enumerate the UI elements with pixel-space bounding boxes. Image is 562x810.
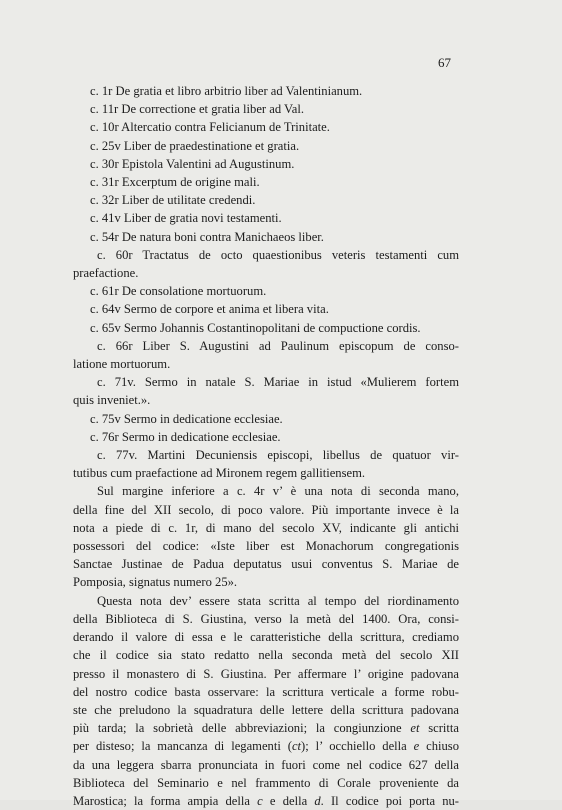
text-segment: . Il codice poi porta nu- [320,793,460,808]
text-line: Questa nota dev’ essere stata scritta al tempo del riordinamento [97,593,459,608]
list-item-line: c. 30r Epistola Valentini ad Augustinum. [90,156,295,171]
text-segment: Marostica; la forma ampia della [73,793,258,808]
text-line: ste che preludono la squadratura delle lettere della scrittura padovana [73,702,459,717]
body-text [73,82,459,810]
text-segment: scritta [419,721,459,736]
list-item-line: c. 66r Liber S. Augustini ad Paulinum episcopum de conso- [97,338,459,353]
list-item [73,209,459,227]
text-line [73,792,459,810]
list-item [73,137,459,155]
text-line: possessori del codice: «Iste liber est Monachorum congregationis [73,539,459,554]
list-item [73,282,459,300]
italic-word: d [314,793,321,808]
text-line: presso il monastero di S. Giustina. Per affermare l’ origine padovana [73,666,459,681]
list-item [73,319,459,337]
list-item [73,300,459,318]
text-line [73,737,459,755]
list-item [73,100,459,118]
text-line: Sul margine inferiore a c. 4r v’ è una nota di seconda mano, [97,484,459,499]
text-line: che il codice sia stato redatto nella seconda metà del secolo XII [73,648,459,663]
list-item [73,118,459,136]
list-item-line: c. 65v Sermo Johannis Costantinopolitani de compuctione cordis. [90,320,421,335]
list-item [73,155,459,173]
text-line [73,719,459,737]
text-line: della Biblioteca di S. Giustina, verso la metà del 1400. Ora, consi- [73,611,459,626]
paragraph-origin-analysis [73,592,459,810]
text-segment: e della [262,793,315,808]
list-item [73,173,459,191]
list-item [73,410,459,428]
list-item [73,228,459,246]
list-item-line: c. 41v Liber de gratia novi testamenti. [90,211,282,226]
list-item-line: c. 25v Liber de praedestinatione et gratia. [90,138,300,153]
list-item-line: c. 10r Altercatio contra Felicianum de Trinitate. [90,120,330,135]
text-line: derando il valore di essa e le caratteristiche della scrittura, crediamo [73,630,459,645]
text-line: del nostro codice basta osservare: la scrittura verticale a forme robu- [73,684,459,699]
italic-word: et [410,721,420,736]
text-line: Sanctae Justinae de Padua deputatus usui conventus S. Mariae de [73,557,459,572]
list-item [73,428,459,446]
list-item [73,191,459,209]
list-item-line: c. 76r Sermo in dedicatione ecclesiae. [90,429,281,444]
list-item-line: c. 64v Sermo de corpore et anima et libera vita. [90,302,329,317]
text-line: da una leggera sbarra pronunciata in fuori come nel codice 627 della [73,757,459,772]
italic-word: c [257,793,263,808]
text-line: della fine del XII secolo, di poco valore. Più importante invece è la [73,502,459,517]
list-item-line: c. 11r De correctione et gratia liber ad Val. [90,102,304,117]
list-item-line: praefactione. [73,266,139,281]
list-item [73,246,459,282]
list-item-line: c. 71v. Sermo in natale S. Mariae in istud «Mulierem fortem [97,375,459,390]
text-line: nota a piede di c. 1r, di mano del secolo XV, indicante gli antichi [73,520,459,535]
list-item-line: c. 61r De consolatione mortuorum. [90,284,267,299]
italic-word: ct [291,739,302,754]
italic-word: e [413,739,420,754]
text-segment: per disteso; la mancanza di legamenti ( [73,739,292,754]
list-item-line: c. 54r De natura boni contra Manichaeos liber. [90,229,324,244]
text-segment: chiuso [419,739,459,754]
list-item-line: c. 60r Tractatus de octo quaestionibus veteris testamenti cum [97,247,459,262]
list-item-line: quis inveniet.». [73,393,151,408]
paragraph-margin-note [73,482,459,591]
list-item [73,337,459,373]
list-item [73,373,459,409]
text-line: Pomposia, signatus numero 25». [73,575,238,590]
list-item-line: tutibus cum praefactione ad Mironem regem gallitiensem. [73,466,366,481]
list-item [73,446,459,482]
list-item [73,82,459,100]
list-item-line: c. 1r De gratia et libro arbitrio liber ad Valentinianum. [90,84,363,98]
list-item-line: c. 32r Liber de utilitate credendi. [90,193,256,208]
text-segment: ); l’ occhiello della [301,739,414,754]
page-number: 67 [438,55,451,70]
list-item-line: latione mortuorum. [73,357,171,372]
manuscript-contents-list [73,82,459,482]
list-item-line: c. 75v Sermo in dedicatione ecclesiae. [90,411,283,426]
text-line: Biblioteca del Seminario e nel frammento di Corale proveniente da [73,775,459,790]
text-segment: più tarda; la sobrietà delle abbreviazioni; la congiunzione [73,721,411,736]
list-item-line: c. 31r Excerptum de origine mali. [90,175,260,190]
list-item-line: c. 77v. Martini Decuniensis episcopi, libellus de quatuor vir- [97,448,459,463]
